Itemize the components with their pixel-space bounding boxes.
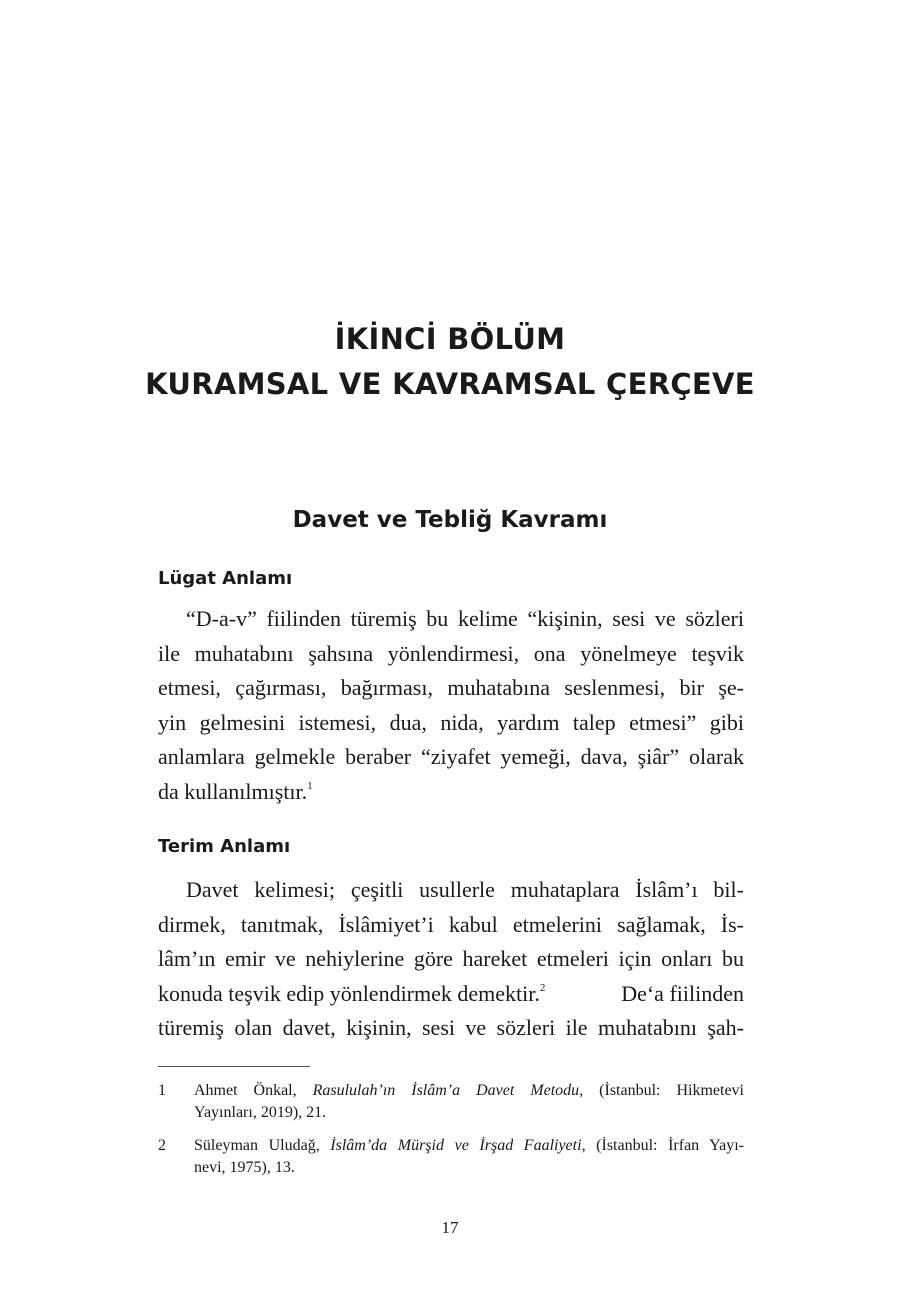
footnote-publisher: , (İstanbul: Hikmetevi [579, 1082, 745, 1099]
text-line: “D-a-v” fiilinden türemiş bu kelime “kişinin, sesi ve sözleri [186, 606, 744, 631]
footnote-separator [158, 1066, 310, 1067]
footnote-line [194, 1080, 744, 1102]
text-line: Davet kelimesi; çeşitli usullerle muhataplara İslâm’ı bil- [186, 877, 744, 902]
footnote-text [194, 1080, 744, 1124]
paragraph-lugat [158, 602, 744, 809]
text-line [158, 977, 744, 1012]
footnote-publisher: , (İstanbul: İrfan Yayı- [581, 1137, 745, 1154]
footnote-ref-1[interactable]: 1 [307, 779, 313, 792]
text-fragment: konuda teşvik edip yönlendirmek demektir. [158, 980, 540, 1006]
footnote-line: Yayınları, 2019), 21. [194, 1104, 327, 1121]
text-line: anlamlara gelmekle beraber “ziyafet yemeği, dava, şiâr” olarak [158, 744, 744, 769]
footnote-author: Süleyman Uludağ, [194, 1137, 331, 1154]
footnote-author: Ahmet Önkal, [194, 1082, 313, 1099]
subsection-title-lugat: Lügat Anlamı [158, 568, 293, 589]
section-title: Davet ve Tebliğ Kavramı [292, 507, 608, 533]
text-fragment [158, 977, 545, 1012]
text-line: ile muhatabını şahsına yönlendirmesi, ona yönelmeye teşvik [158, 640, 744, 666]
text-line [158, 775, 744, 810]
text-fragment: da kullanılmıştır. [158, 778, 308, 804]
text-line: dirmek, tanıtmak, İslâmiyet’i kabul etmelerini sağlamak, İs- [158, 911, 744, 937]
footnote-line: nevi, 1975), 13. [194, 1159, 295, 1176]
chapter-label: İKİNCİ BÖLÜM [334, 322, 566, 356]
text-line: etmesi, çağırması, bağırması, muhatabına seslenmesi, bir şe- [158, 675, 744, 700]
footnote-line [194, 1135, 744, 1157]
text-line: türemiş olan davet, kişinin, sesi ve sözleri ile muhatabını şah- [158, 1015, 744, 1040]
footnote-number: 1 [158, 1082, 166, 1099]
footnote-work: İslâm’da Mürşid ve İrşad Faaliyeti [330, 1137, 582, 1154]
page-number: 17 [441, 1218, 459, 1237]
footnote-text [194, 1135, 744, 1179]
footnote-work: Rasululah’ın İslâm’a Davet Metodu [312, 1082, 580, 1099]
paragraph-terim [158, 873, 744, 1046]
text-line: lâm’ın emir ve nehiylerine göre hareket etmeleri için onları bu [158, 946, 744, 971]
text-fragment: De‘a fiilinden [621, 980, 744, 1006]
subsection-title-terim: Terim Anlamı [158, 836, 291, 857]
footnote-number: 2 [158, 1137, 166, 1154]
text-line: yin gelmesini istemesi, dua, nida, yardım talep etmesi” gibi [158, 709, 744, 735]
chapter-title: KURAMSAL VE KAVRAMSAL ÇERÇEVE [145, 367, 755, 401]
footnote-ref-2[interactable]: 2 [539, 981, 546, 994]
